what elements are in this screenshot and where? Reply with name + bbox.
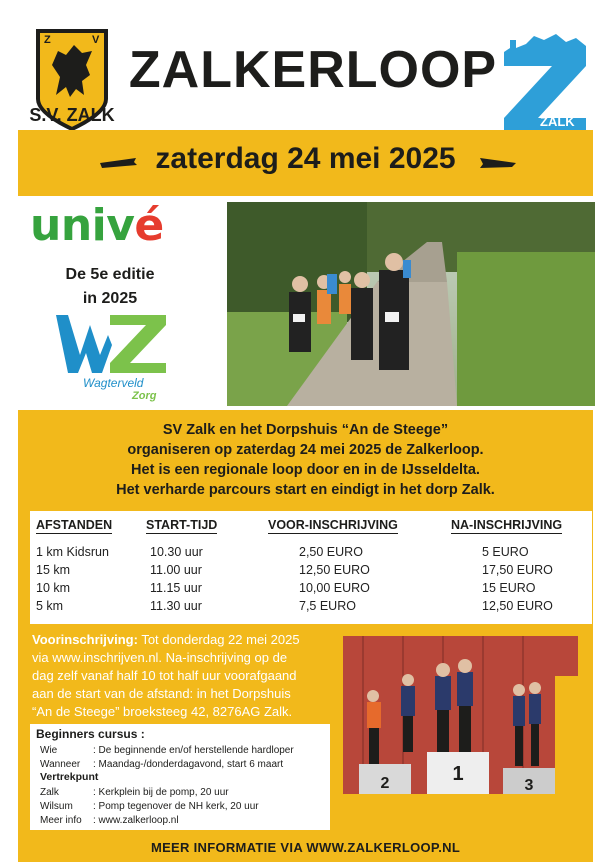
table-cell: 10.30 uur <box>150 545 203 559</box>
table-cell: 17,50 EURO <box>482 563 553 577</box>
runners-photo <box>227 202 595 406</box>
wagterveld-name: Wagterveld <box>83 376 144 390</box>
logo-corner-v: V <box>92 34 100 46</box>
podium-place-2: 2 <box>380 775 390 792</box>
zalk-z-logo <box>500 30 590 132</box>
beginners-wie-value: : De beginnende en/of herstellende hardloper <box>93 745 294 756</box>
beginners-wanneer-value: : Maandag-/donderdagavond, start 6 maart <box>93 759 284 770</box>
table-cell: 10,00 EURO <box>299 581 370 595</box>
intro-line-4: Het verharde parcours start en eindigt in het dorp Zalk. <box>116 482 495 498</box>
registration-line-2: via www.inschrijven.nl. Na-inschrijving op de <box>32 650 288 665</box>
wagterveld-zorg: Zorg <box>132 390 157 402</box>
beginners-wie-label: Wie <box>40 745 58 756</box>
edition-line-1: De 5e editie <box>65 266 155 283</box>
registration-line-5: “An de Steege” broeksteeg 42, 8276AG Zalk. <box>32 704 293 719</box>
registration-label: Voorinschrijving: <box>32 632 138 647</box>
table-cell: 2,50 EURO <box>299 545 363 559</box>
table-cell: 15 EURO <box>482 581 536 595</box>
intro-line-2: organiseren op zaterdag 24 mei 2025 de Zalkerloop. <box>127 442 484 458</box>
sv-zalk-logo <box>22 25 122 133</box>
unive-logo-accent: é <box>134 200 164 251</box>
col-header-na-inschrijving: NA-INSCHRIJVING <box>451 518 563 532</box>
podium-place-3: 3 <box>524 777 534 794</box>
col-header-voor-inschrijving: VOOR-INSCHRIJVING <box>268 518 398 532</box>
registration-line-3: dag zelf vanaf half 10 tot half uur voorafgaand <box>32 668 297 683</box>
beginners-title: Beginners cursus : <box>36 727 145 741</box>
beginners-zalk-value: : Kerkplein bij de pomp, 20 uur <box>93 787 229 798</box>
col-header-start-tijd: START-TIJD <box>146 518 218 532</box>
intro-line-1: SV Zalk en het Dorpshuis “An de Steege” <box>162 422 449 438</box>
footer-more-info: MEER INFORMATIE VIA WWW.ZALKERLOOP.NL <box>150 840 461 855</box>
registration-line-4: aan de start van de afstand: in het Dorpshuis <box>32 686 291 701</box>
registration-line-1: Tot donderdag 22 mei 2025 <box>137 632 300 647</box>
table-cell: 7,5 EURO <box>299 599 356 613</box>
table-cell: 11.15 uur <box>150 581 202 595</box>
table-cell: 5 EURO <box>482 545 529 559</box>
beginners-wanneer-label: Wanneer <box>40 759 81 770</box>
table-cell: 12,50 EURO <box>482 599 553 613</box>
table-cell: 5 km <box>36 599 64 613</box>
logo-corner-z: Z <box>44 34 51 46</box>
table-cell: 11.30 uur <box>150 599 202 613</box>
event-date: zaterdag 24 mei 2025 <box>155 142 456 175</box>
zalk-logo-text: ZALK <box>540 114 575 129</box>
sv-zalk-logo-text: S.V. ZALK <box>29 105 115 125</box>
intro-line-3: Het is een regionale loop door en in de IJsseldelta. <box>131 462 480 478</box>
page-title: ZALKERLOOP <box>128 41 498 99</box>
beginners-meer-value: : www.zalkerloop.nl <box>93 815 179 826</box>
beginners-wilsum-label: Wilsum <box>40 801 73 812</box>
edition-text <box>30 263 190 311</box>
table-cell: 10 km <box>36 581 71 595</box>
podium-place-1: 1 <box>452 763 464 785</box>
table-cell: 15 km <box>36 563 71 577</box>
podium-photo <box>343 636 578 794</box>
edition-line-2: in 2025 <box>82 290 138 307</box>
table-cell: 11.00 uur <box>150 563 202 577</box>
beginners-wilsum-value: : Pomp tegenover de NH kerk, 20 uur <box>93 801 259 812</box>
beginners-meer-label: Meer info <box>40 815 82 826</box>
table-cell: 1 km Kidsrun <box>36 545 109 559</box>
unive-logo <box>30 200 164 251</box>
unive-logo-main: univ <box>30 200 135 251</box>
registration-info <box>32 631 332 721</box>
beginners-zalk-label: Zalk <box>40 787 59 798</box>
vertrekpunt-title: Vertrekpunt <box>40 771 99 783</box>
intro-text <box>18 420 593 500</box>
col-header-afstanden: AFSTANDEN <box>36 518 113 532</box>
table-cell: 12,50 EURO <box>299 563 370 577</box>
